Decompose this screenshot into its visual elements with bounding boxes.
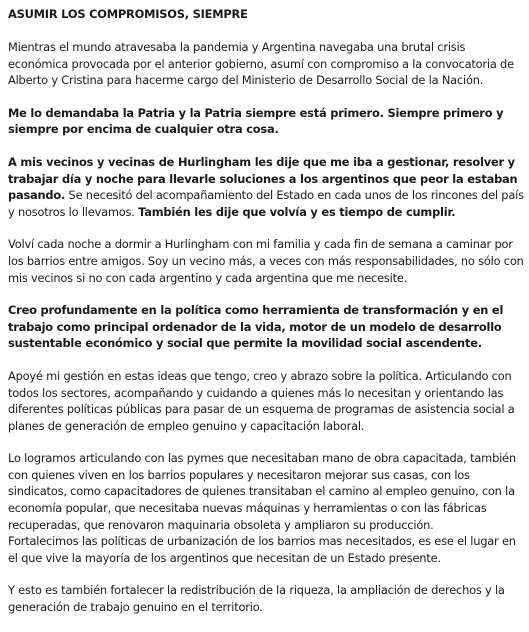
- body-text: Se necesitó del acompañamiento del Estado en cada unos de los rincones del país y nosotros lo llevamos.: [8, 188, 524, 219]
- body-text: Fortalecimos las políticas de urbanización de los barrios mas necesitados, es ese el lugar en el que vive la mayoría de los argentinos que necesitan de un Estado presente.: [8, 534, 516, 565]
- paragraph: [8, 236, 528, 286]
- document-body: [8, 6, 528, 632]
- body-text: Volví cada noche a dormir a Hurlingham con mi familia y cada fin de semana a caminar por los barrios entre amigos. Soy un vecino más, a veces con más responsabilidades, no sólo con mis vecinos si no con cada argentino y cada argentina que me necesite.: [8, 237, 524, 285]
- bold-text: Me lo demandaba la Patria y la Patria siempre está primero. Siempre primero y siempre por encima de cualquier otra cosa.: [8, 105, 504, 137]
- paragraph: [8, 105, 528, 138]
- body-text: Apoyé mi gestión en estas ideas que tengo, creo y abrazo sobre la política. Articulando con todos los sectores, acompañando y cuidando a quienes más lo necesitan y orientando las diferentes políticas públicas para pasar de un esquema de programas de asistencia social a planes de generación de empleo genuino y capacitación laboral.: [8, 368, 515, 433]
- paragraph: [8, 154, 528, 220]
- paragraph: [8, 450, 528, 533]
- paragraph: [8, 368, 528, 434]
- body-text: Mientras el mundo atravesaba la pandemia y Argentina navegaba una brutal crisis económica provocada por el anterior gobierno, asumí con compromiso a la convocatoria de Alberto y Cristina para hacerme cargo del Ministerio de Desarrollo Social de la Nación.: [8, 40, 514, 88]
- paragraph: [8, 302, 528, 352]
- paragraph-list: [8, 39, 528, 616]
- paragraph: [8, 39, 528, 89]
- paragraph: [8, 582, 528, 615]
- paragraph: [8, 533, 528, 566]
- body-text: Y esto es también fortalecer la redistribución de la riqueza, la ampliación de derechos y la generación de trabajo genuino en el territorio.: [8, 583, 505, 615]
- bold-text: También les dije que volvía y es tiempo de cumplir.: [138, 204, 456, 219]
- document-title: ASUMIR LOS COMPROMISOS, SIEMPRE: [8, 7, 248, 21]
- bold-text: A mis vecinos y vecinas de Hurlingham les dije que me iba a gestionar, resolver y trabajar día y noche para llevarle soluciones a los argentinos que peor la estaban pasando.: [8, 154, 518, 203]
- body-text: Lo logramos articulando con las pymes que necesitaban mano de obra capacitada, también con quienes viven en los barrios populares y necesitaron mejorar sus casas, con los sindicatos, como capacitadores de quienes transitaban el camino al empleo genuino, con la economía popular, que necesitaba nuevas máquinas y herramientas o con las fábricas recuperadas, que renovaron maquinaria obsoleta y ampliaron su producción.: [8, 451, 516, 532]
- bold-text: Creo profundamente en la política como herramienta de transformación y en el trabajo como principal ordenador de la vida, motor de un modelo de desarrollo sustentable económico y social que permite la movilidad social ascendente.: [8, 303, 504, 351]
